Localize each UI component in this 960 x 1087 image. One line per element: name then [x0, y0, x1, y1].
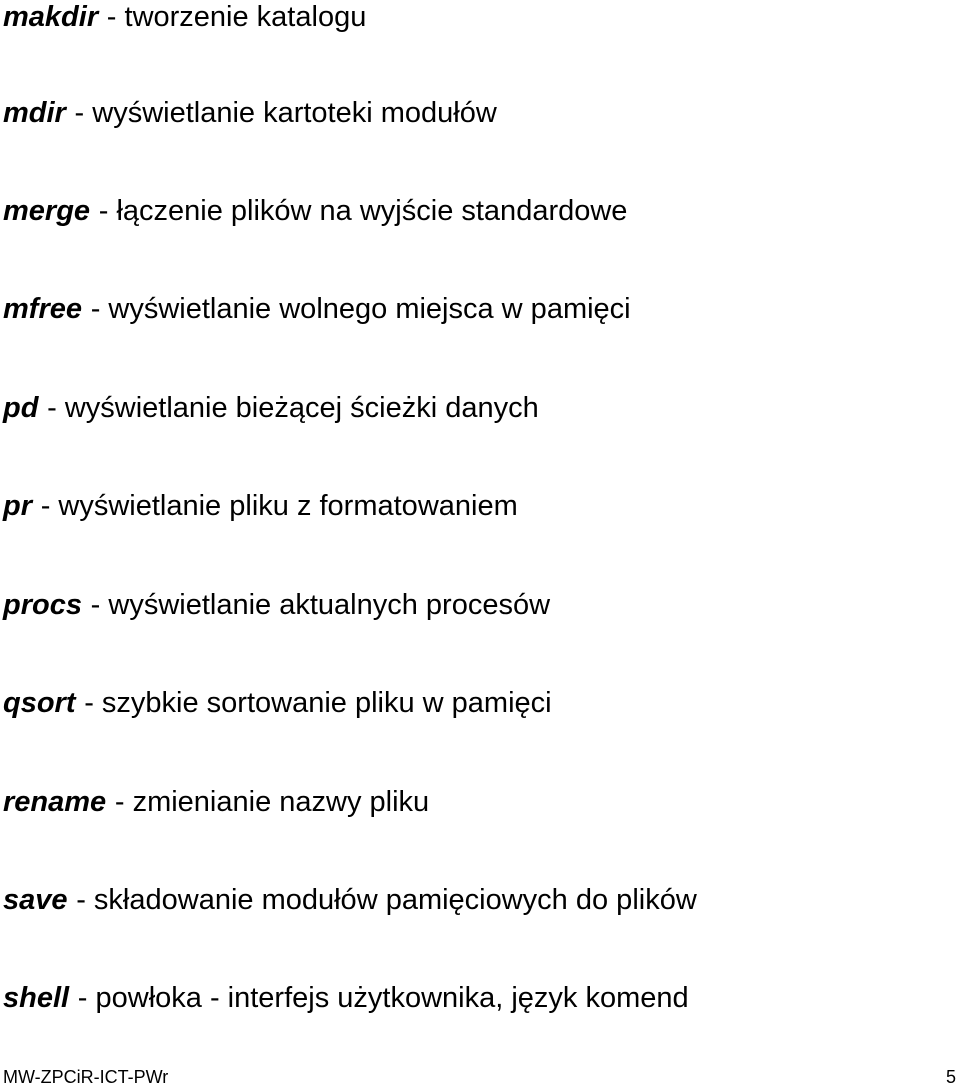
command-description: - powłoka - interfejs użytkownika, język komend — [77, 982, 689, 1014]
command-name: merge — [3, 195, 91, 227]
command-description: - wyświetlanie wolnego miejsca w pamięci — [90, 293, 631, 325]
command-description: - zmienianie nazwy pliku — [114, 786, 430, 818]
entry-pd — [3, 391, 539, 425]
page-number: 5 — [945, 1067, 956, 1087]
command-name: makdir — [3, 1, 99, 33]
entry-mfree — [3, 292, 631, 326]
entry-qsort — [3, 686, 552, 720]
command-name: qsort — [3, 687, 76, 719]
command-description: - szybkie sortowanie pliku w pamięci — [84, 687, 552, 719]
command-name: pd — [3, 392, 39, 424]
command-name: save — [3, 884, 68, 916]
entry-pr — [3, 489, 518, 523]
entry-merge — [3, 194, 627, 228]
command-description: - wyświetlanie bieżącej ścieżki danych — [47, 392, 539, 424]
command-name: pr — [3, 490, 32, 522]
command-description: - tworzenie katalogu — [106, 1, 367, 33]
command-name: rename — [3, 786, 107, 818]
command-name: mfree — [3, 293, 82, 325]
command-name: mdir — [3, 97, 66, 129]
command-description: - wyświetlanie pliku z formatowaniem — [40, 490, 518, 522]
command-description: - wyświetlanie kartoteki modułów — [74, 97, 497, 129]
entry-rename — [3, 785, 429, 819]
entry-mdir — [3, 96, 497, 130]
command-description: - wyświetlanie aktualnych procesów — [90, 589, 551, 621]
command-description: - łączenie plików na wyjście standardowe — [98, 195, 628, 227]
entry-procs — [3, 588, 550, 622]
command-description: - składowanie modułów pamięciowych do plików — [76, 884, 697, 916]
entry-shell — [3, 981, 689, 1015]
command-name: shell — [3, 982, 70, 1014]
entry-save — [3, 883, 697, 917]
command-name: procs — [3, 589, 82, 621]
entry-makdir — [3, 0, 366, 34]
footer-course-code: MW-ZPCiR-ICT-PWr — [3, 1067, 169, 1087]
